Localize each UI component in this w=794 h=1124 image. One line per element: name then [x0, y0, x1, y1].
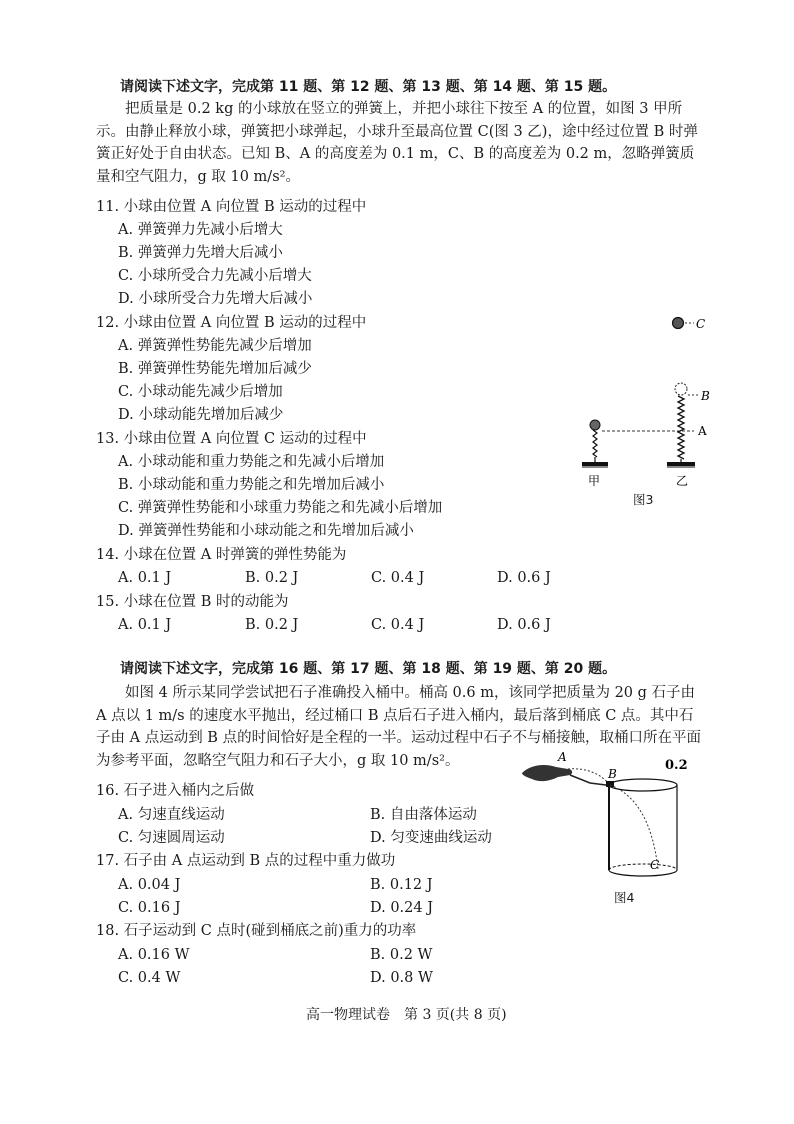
q14-option-a: A. 0.1 J	[118, 570, 172, 586]
label-b: B	[701, 389, 710, 403]
question-11-stem: 11. 小球由位置 A 向位置 B 运动的过程中	[96, 199, 367, 215]
q15-option-a: A. 0.1 J	[118, 617, 172, 633]
q14-option-c: C. 0.4 J	[371, 570, 425, 586]
bucket-rim-mark	[606, 781, 614, 787]
figure-4-diagram	[510, 745, 710, 890]
label-c: C	[696, 317, 706, 331]
corner-mark: 0.2	[665, 758, 688, 773]
bucket-bottom-front	[609, 870, 677, 876]
q13-option-d: D. 弹簧弹性势能和小球动能之和先增加后减小	[118, 523, 414, 539]
q18-option-c: C. 0.4 W	[118, 970, 181, 986]
q13-option-b: B. 小球动能和重力势能之和先增加后减小	[118, 477, 385, 493]
label-a: A	[558, 750, 567, 764]
section1-intro: 把质量是 0.2 kg 的小球放在竖立的弹簧上，并把小球往下按至 A 的位置，如图 3 甲所示。由静止释放小球，弹簧把小球弹起，小球升至最高位置 C(图 3 乙)，途中经过位置 B 时弹簧正好处于自由状态。已知 B、A 的高度差为 0.1 m，C、B 的高度差为 0.2 m，忽略弹簧质量和空气阻力，g 取 10 m/s²。	[96, 101, 698, 185]
question-15-stem: 15. 小球在位置 B 时的动能为	[96, 594, 289, 610]
base-jia	[582, 462, 608, 466]
q13-option-c: C. 弹簧弹性势能和小球重力势能之和先减小后增加	[118, 500, 443, 516]
question-13-stem: 13. 小球由位置 A 向位置 C 运动的过程中	[96, 431, 367, 447]
q12-option-b: B. 弹簧弹性势能先增加后减少	[118, 361, 312, 377]
question-12-stem: 12. 小球由位置 A 向位置 B 运动的过程中	[96, 315, 367, 331]
hand-icon	[522, 765, 572, 781]
label-a: A	[698, 424, 707, 438]
section1-heading: 请阅读下述文字，完成第 11 题、第 12 题、第 13 题、第 14 题、第 15 题。	[120, 79, 617, 95]
q11-option-c: C. 小球所受合力先减小后增大	[118, 268, 312, 284]
q11-option-d: D. 小球所受合力先增大后减小	[118, 291, 313, 307]
q11-option-b: B. 弹簧弹力先增大后减小	[118, 245, 283, 261]
figure-4-caption: 图4	[614, 890, 635, 905]
q14-option-b: B. 0.2 J	[245, 570, 299, 586]
q15-option-d: D. 0.6 J	[497, 617, 551, 633]
section2-intro: 如图 4 所示某同学尝试把石子准确投入桶中。桶高 0.6 m，该同学把质量为 20 g 石子由 A 点以 1 m/s 的速度水平抛出，经过桶口 B 点后石子进入桶内，最后落到桶底 C 点。其中石子由 A 点运动到 B 点的时间恰好是全程的一半。运动过程中石子不与桶接触，取桶口所在平面为参考平面，忽略空气阻力和石子大小，g 取 10 m/s²。	[96, 685, 702, 769]
section2-heading: 请阅读下述文字，完成第 16 题、第 17 题、第 18 题、第 19 题、第 20 题。	[120, 661, 617, 677]
label-b: B	[608, 767, 617, 781]
ball-jia	[590, 420, 600, 430]
q18-option-d: D. 0.8 W	[370, 970, 433, 986]
q18-option-b: B. 0.2 W	[370, 947, 433, 963]
q15-option-b: B. 0.2 J	[245, 617, 299, 633]
arm-line	[570, 775, 606, 785]
base-yi	[667, 462, 695, 466]
q16-option-b: B. 自由落体运动	[370, 807, 477, 823]
q11-option-a: A. 弹簧弹力先减小后增大	[118, 222, 283, 238]
figure-3-diagram	[560, 305, 730, 515]
ball-at-c	[673, 318, 684, 329]
q16-option-c: C. 匀速圆周运动	[118, 830, 225, 846]
spring-jia	[593, 430, 597, 457]
q16-option-d: D. 匀变速曲线运动	[370, 830, 492, 846]
q15-option-c: C. 0.4 J	[371, 617, 425, 633]
q13-option-a: A. 小球动能和重力势能之和先减小后增加	[118, 454, 385, 470]
question-17-stem: 17. 石子由 A 点运动到 B 点的过程中重力做功	[96, 853, 396, 869]
q17-option-c: C. 0.16 J	[118, 900, 181, 916]
bucket-rim	[609, 779, 677, 791]
q12-option-a: A. 弹簧弹性势能先减少后增加	[118, 338, 312, 354]
q12-option-d: D. 小球动能先增加后减少	[118, 407, 284, 423]
question-16-stem: 16. 石子进入桶内之后做	[96, 783, 255, 799]
q17-option-b: B. 0.12 J	[370, 877, 433, 893]
spring-yi	[678, 396, 684, 459]
label-jia: 甲	[588, 474, 601, 488]
q18-option-a: A. 0.16 W	[118, 947, 190, 963]
label-c: C	[650, 858, 660, 872]
q17-option-d: D. 0.24 J	[370, 900, 434, 916]
q12-option-c: C. 小球动能先减少后增加	[118, 384, 283, 400]
q16-option-a: A. 匀速直线运动	[118, 807, 225, 823]
ball-at-b	[675, 383, 687, 395]
question-14-stem: 14. 小球在位置 A 时弹簧的弹性势能为	[96, 547, 347, 563]
question-18-stem: 18. 石子运动到 C 点时(碰到桶底之前)重力的功率	[96, 923, 417, 939]
q14-option-d: D. 0.6 J	[497, 570, 551, 586]
page-footer: 高一物理试卷 第 3 页(共 8 页)	[306, 1007, 507, 1023]
bucket-bottom-back	[609, 864, 677, 870]
label-yi: 乙	[676, 474, 689, 488]
q17-option-a: A. 0.04 J	[118, 877, 181, 893]
trajectory-bc	[610, 785, 658, 869]
figure-3-caption: 图3	[633, 492, 654, 507]
